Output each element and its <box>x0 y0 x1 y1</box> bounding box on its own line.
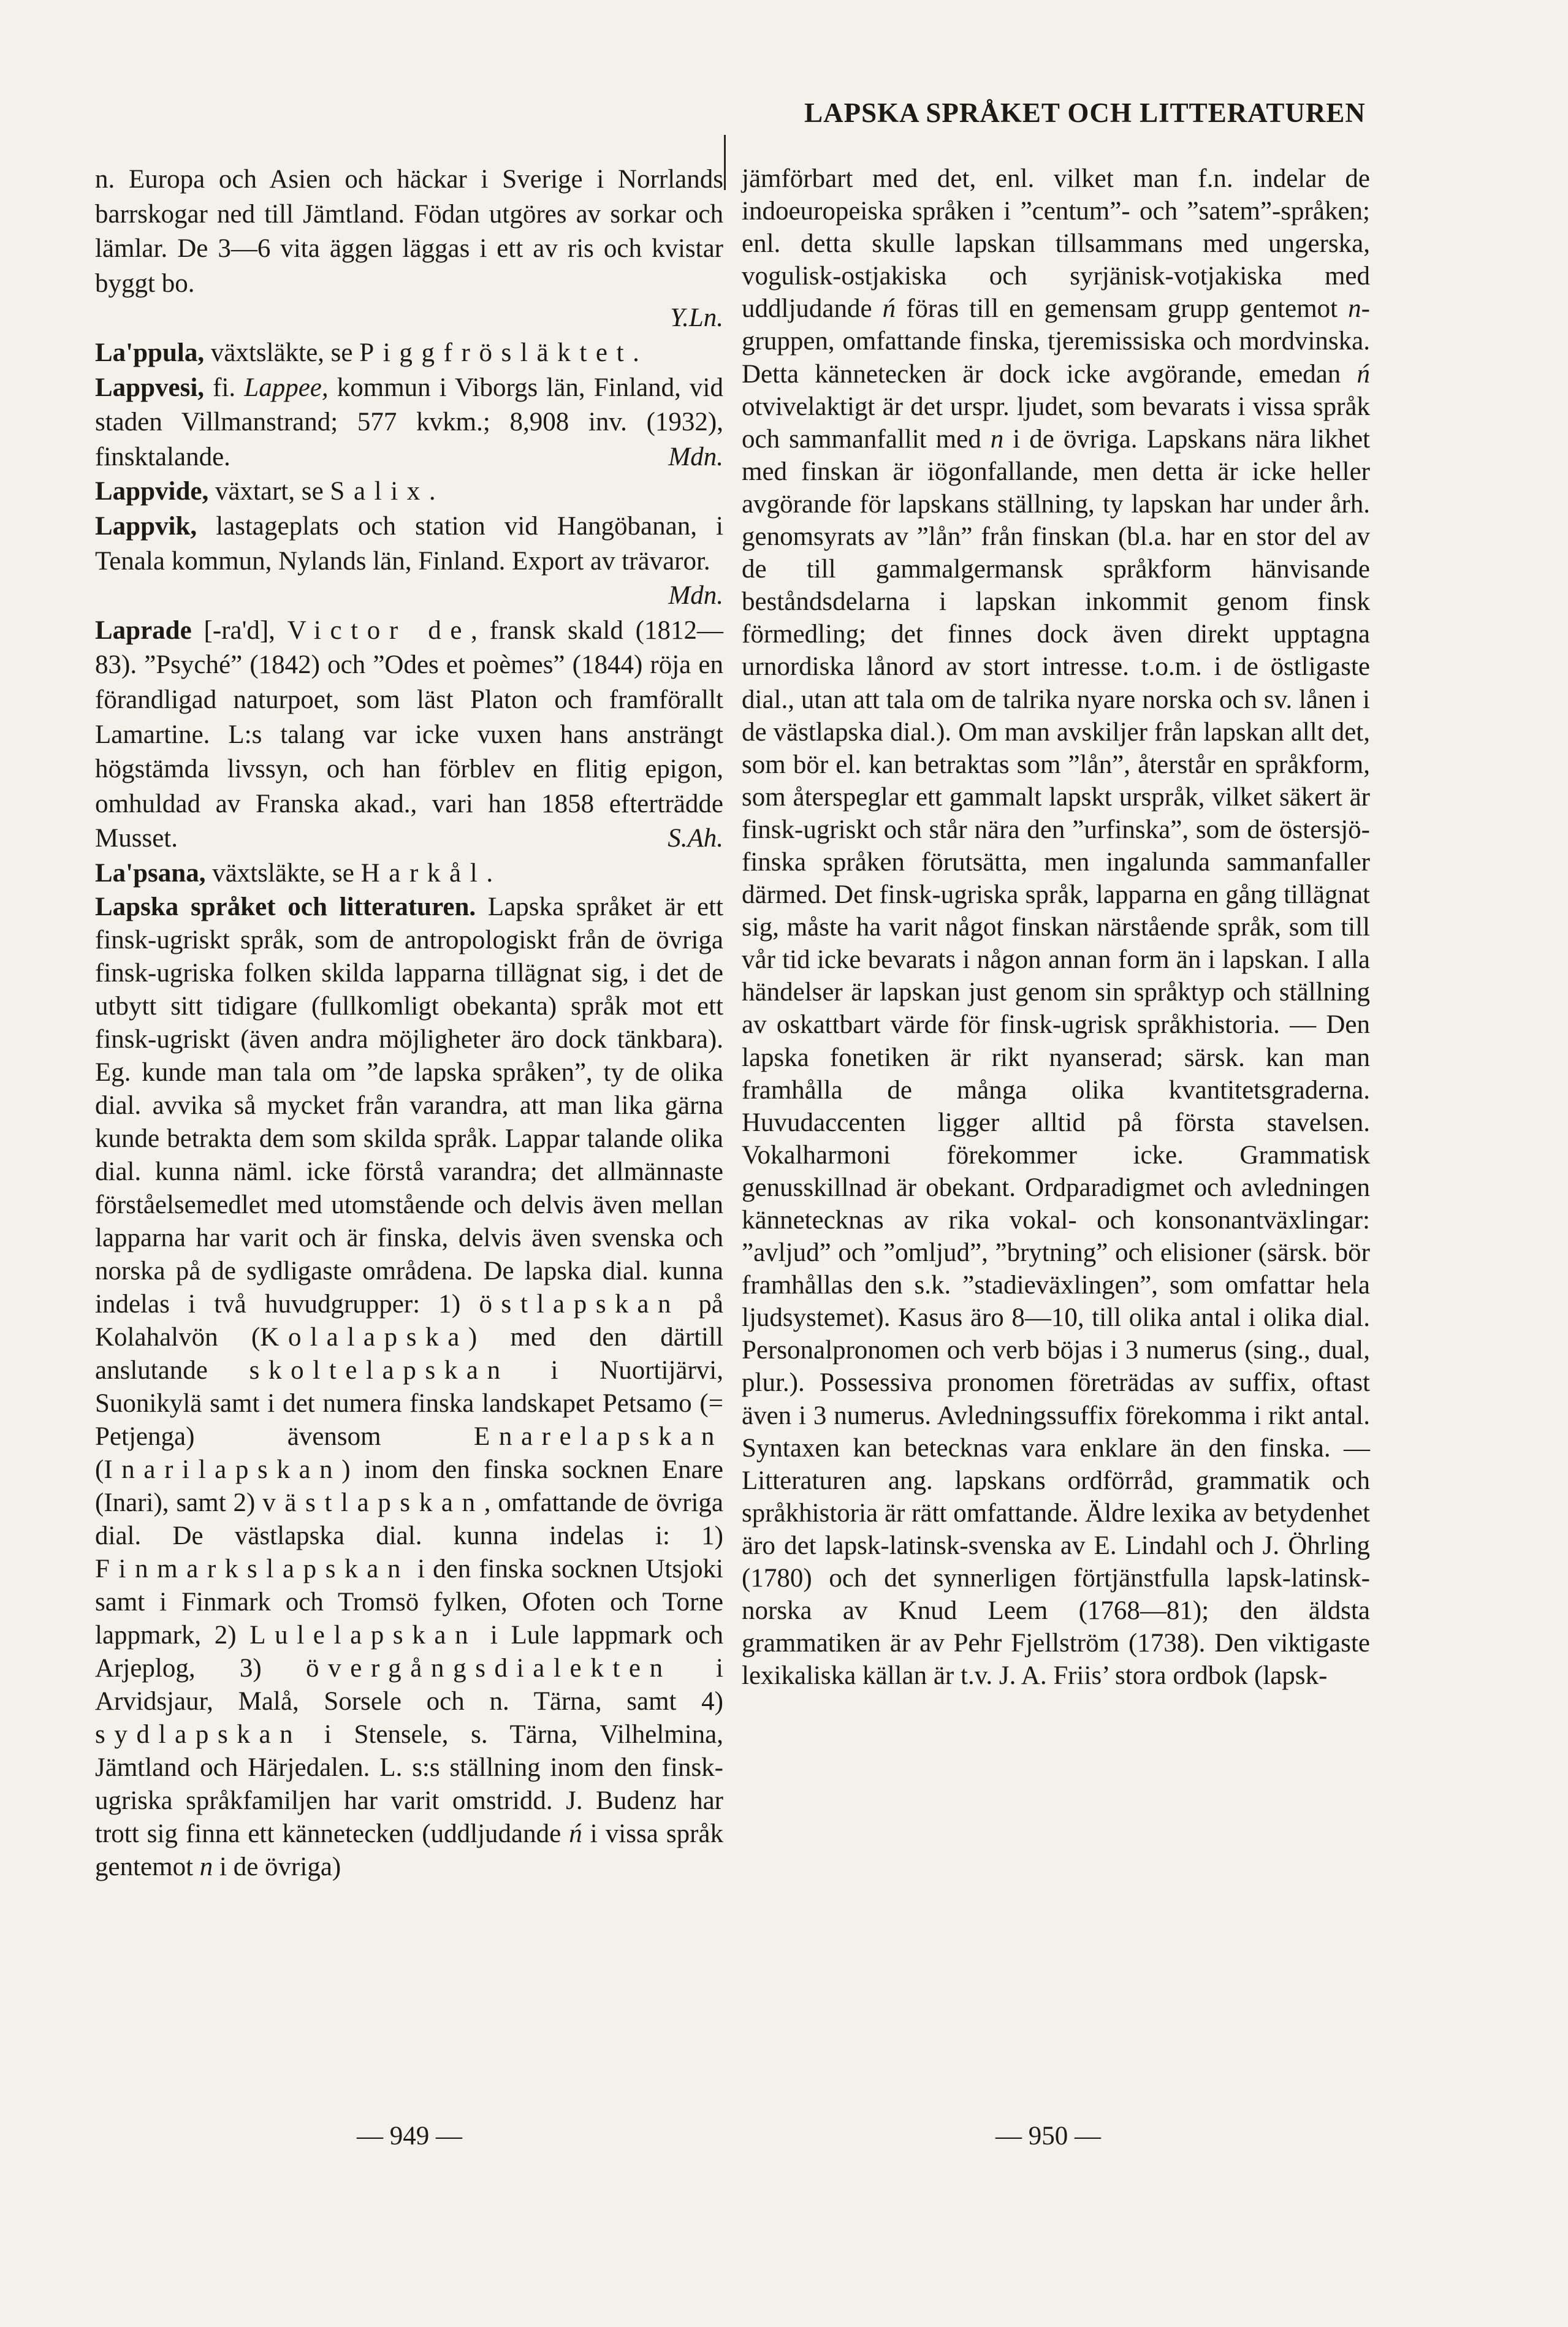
entry-headword: Laprade <box>95 615 192 645</box>
cross-reference: Salix <box>330 477 429 506</box>
cross-reference: Piggfrösläktet <box>359 338 633 367</box>
page-number-left: — 949 — <box>357 2122 462 2150</box>
entry-headword: Lapska språket och litteraturen. <box>95 893 476 922</box>
entry-lapska-continued: jämförbart med det, enl. vilket man f.n. indelar de indoeuropeiska språken i ”centum”- och ”satem”-språken; enl. detta skulle lapskan tillsammans med ungerska, vogulisk-ostjakiska och syrjänisk-votjakiska med uddljudande ń föras till en gemensam grupp gentemot n-gruppen, omfattande finska, tjeremissiska och mordvinska. Detta kännetecken är dock icke avgörande, emedan ń otvivelaktigt är det urspr. ljudet, som bevarats i vissa språk och sammanfallit med n i de övriga. Lapskans nära likhet med finskan är iögonfallande, men detta är icke heller avgörande för lapskans ställning, ty lapskan har under årh. genomsyrats av ”lån” från finskan (bl.a. har en stor del av de till gammalgermansk språkform hänvisande beståndsdelarna i lapskan inkommit genom finsk förmedling; det finnes dock även direkt upptagna urnordiska lånord av stort intresse. t.o.m. i de östligaste dial., utan att tala om de talrika nyare norska och sv. lånen i de västlapska dial.). Om man avskiljer från lapskan allt det, som bör el. kan betraktas som ”lån”, återstår en språkform, som återspeglar ett gammalt lapskt urspråk, vilket säkert är finsk-ugriskt och står nära den ”urfinska”, som de östersjö-finska språken förutsätta, men ingalunda sammanfaller därmed. Det finsk-ugriska språk, lapparna en gång tillägnat sig, måste ha varit något finskan närstående språk, som till vår tid icke bevarats i någon annan form än i lapskan. I alla händelser är lapskan just genom sin språktyp och ställning av oskattbart värde för finsk-ugrisk språkhistoria. — Den lapska fonetiken är rikt nyanserad; särsk. kan man framhålla de många olika kvantitetsgraderna. Huvudaccenten ligger alltid på första stavelsen. Vokalharmoni förekommer icke. Grammatisk genusskillnad är obekant. Ordparadigmet och avledningen kännetecknas av rika vokal- och konsonantväxlingar: ”avljud” och ”omljud”, ”brytning” och elisioner (särsk. bör framhållas den s.k. ”stadieväxlingen”, som omfattar hela ljudsystemet). Kasus äro 8—10, till olika antal i olika dial. Personalpronomen och verb böjas i 3 numerus (sing., dual, plur.). Possessiva pronomen företrädas av suffix, oftast även i 3 numerus. Avledningssuffix förekomma i rikt antal. Syntaxen kan betecknas vara enklare än den finska. — Litteraturen ang. lapskans ordförråd, grammatik och språkhistoria är rätt omfattande. Äldre lexika av betydenhet äro det lapsk-latinsk-svenska av E. Lindahl och J. Öhrling (1780) och det synnerligen förtjänstfulla lapsk-latinsk-norska av Knud Leem (1768—81); den äldsta grammatiken är av Pehr Fjellström (1738). Den viktigaste lexikaliska källan är t.v. J. A. Friis’ stora ordbok (lapsk- <box>742 164 1370 1691</box>
entry-lappvik: Lappvik, lastageplats och station vid Hangöbanan, i Tenala kommun, Nylands län, Finland. Export av trävaror. Mdn. <box>95 509 723 579</box>
person-name: Victor de <box>287 615 471 645</box>
column-rule <box>724 135 726 190</box>
entry-headword: La'ppula, <box>95 338 205 367</box>
entry-lappvide: Lappvide, växtart, se Salix. <box>95 477 436 506</box>
author-signature: Mdn. <box>668 581 723 611</box>
entry-headword: Lappvide, <box>95 477 209 506</box>
entry-lapska-spraket: Lapska språket och litteraturen. Lapska språket är ett finsk-ugriskt språk, som de antropologiskt från de övriga finsk-ugriska folken skilda lapparna tillägnat sig, i det de utbytt sitt tidigare (fullkomligt obekanta) språk mot ett finsk-ugriskt (även andra möjligheter äro dock tänkbara). Eg. kunde man tala om ”de lapska språken”, ty de olika dial. avvika så mycket från varandra, att man lika gärna kunde betrakta dem som skilda språk. Lappar talande olika dial. kunna näml. icke förstå varandra; det allmännaste förståelsemedlet med utomstående och delvis även mellan lapparna har varit och är finska, delvis även svenska och norska på de sydligaste områdena. De lapska dial. kunna indelas i två huvudgrupper: 1) östlapskan på Kolahalvön (Kolalapska) med den därtill anslutande skoltelapskan i Nuortijärvi, Suonikylä samt i det numera finska landskapet Petsamo (= Petjenga) ävensom Enarelapskan (Inarilapskan) inom den finska socknen Enare (Inari), samt 2) västlapskan, omfattande de övriga dial. De västlapska dial. kunna indelas i: 1) Finmarkslapskan i den finska socknen Utsjoki samt i Finmark och Tromsö fylken, Ofoten och Torne lappmark, 2) Lulelapskan i Lule lappmark och Arjeplog, 3) övergångsdialekten i Arvidsjaur, Malå, Sorsele och n. Tärna, samt 4) sydlapskan i Stensele, s. Tärna, Vilhelmina, Jämtland och Härjedalen. L. s:s ställning inom den finsk-ugriska språkfamiljen har varit omstridd. J. Budenz har trott sig finna ett kännetecken (uddljudande ń i vissa språk gentemot n i de övriga) <box>95 893 723 1882</box>
entry-headword: Lappvesi, <box>95 373 205 402</box>
running-head: LAPSKA SPRÅKET OCH LITTERATUREN <box>804 97 1366 128</box>
entry-bird-continued: n. Europa och Asien och häckar i Sverige i Norrlands barrskogar ned till Jämtland. Födan utgöres av sorkar och lämlar. De 3—6 vita äggen läggas i ett av ris och kvistar byggt bo. Y.Ln. <box>95 162 723 336</box>
entry-lappvesi: Lappvesi, fi. Lappee, kommun i Viborgs län, Finland, vid staden Villmanstrand; 577 kvkm.; 8,908 inv. (1932), finsktalande. Mdn. <box>95 371 723 475</box>
page-number-right: — 950 — <box>995 2122 1101 2150</box>
author-signature: Y.Ln. <box>670 303 723 333</box>
entry-headword: Lappvik, <box>95 511 197 541</box>
author-signature: S.Ah. <box>668 824 723 853</box>
entry-headword: La'psana, <box>95 858 206 888</box>
cross-reference: Harkål <box>360 858 487 888</box>
left-column <box>95 162 723 1884</box>
entry-lapsana: La'psana, växtsläkte, se Harkål. <box>95 858 493 888</box>
entry-lappula: La'ppula, växtsläkte, se Piggfrösläktet. <box>95 338 639 367</box>
right-column <box>742 162 1370 1692</box>
author-signature: Mdn. <box>668 442 723 471</box>
entry-laprade: Laprade [-ra'd], Victor de, fransk skald (1812—83). ”Psyché” (1842) och ”Odes et poèmes” (1844) röja en förandligad naturpoet, som läst Platon och framförallt Lamartine. L:s talang var icke vuxen hans ansträngt högstämda livssyn, och han förblev en flitig epigon, omhuldad av Franska akad., vari han 1858 efterträdde Musset. S.Ah. <box>95 614 723 856</box>
